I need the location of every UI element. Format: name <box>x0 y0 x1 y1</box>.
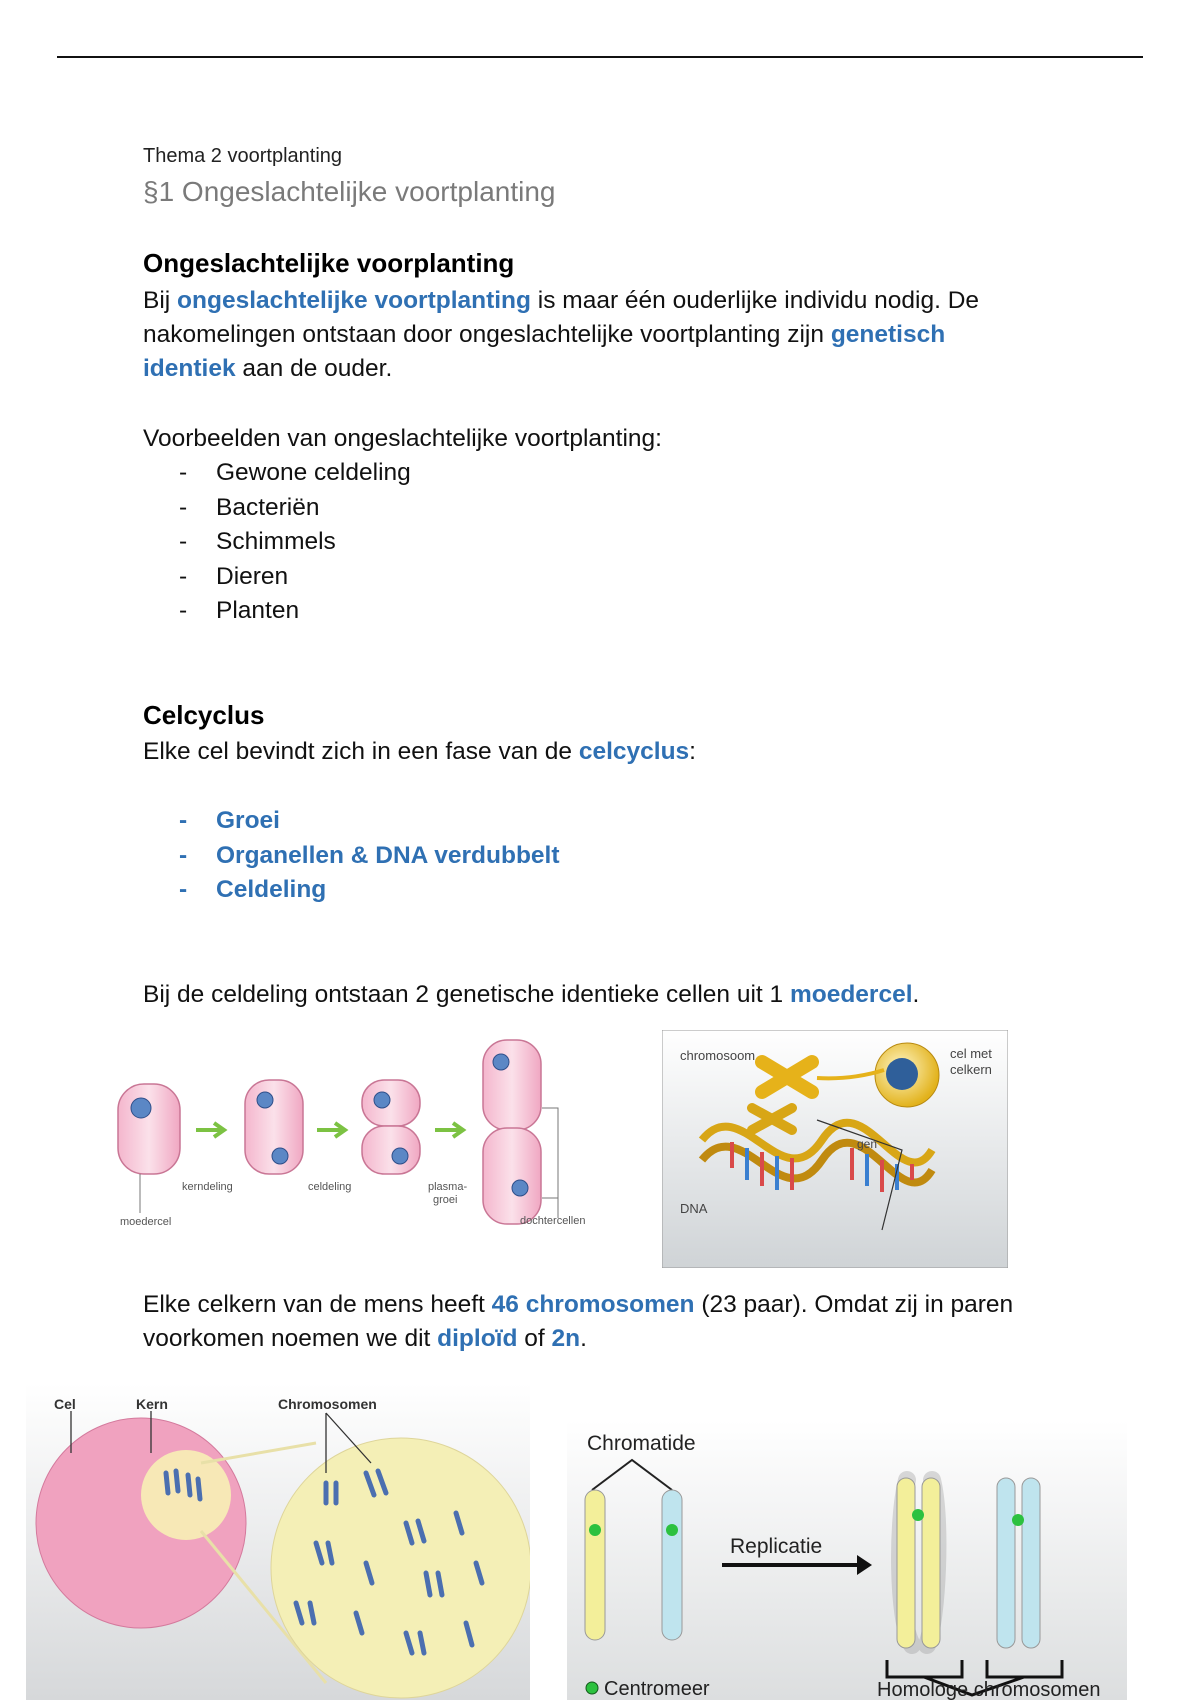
cell-label: celkern <box>950 1062 992 1077</box>
highlight-term: genetisch identiek <box>143 321 946 382</box>
chromosome-text <box>143 1288 1063 1356</box>
centromere-dot <box>666 1524 678 1536</box>
chromatid-label: Chromatide <box>587 1432 696 1455</box>
arrow-icon <box>196 1123 224 1137</box>
daughter-cell <box>483 1128 541 1224</box>
arrow-icon <box>435 1123 463 1137</box>
step-label: plasma- <box>428 1181 468 1193</box>
cell-nucleus-figure <box>26 1383 530 1700</box>
examples-intro: Voorbeelden van ongeslachtelijke voortplanting: <box>143 425 662 452</box>
highlight-term: ongeslachtelijke voortplanting <box>177 287 531 314</box>
list-item: - Bacteriën <box>143 491 411 526</box>
list-item: - Planten <box>143 594 411 629</box>
cycle-phases-list <box>143 804 560 908</box>
nucleus-zoom <box>271 1438 530 1698</box>
nucleus <box>392 1148 408 1164</box>
figure-background <box>567 1420 1127 1700</box>
nucleus-icon <box>886 1058 918 1090</box>
replication-label: Replicatie <box>730 1535 823 1558</box>
chromosome-dna-figure <box>662 1030 1008 1268</box>
text-run: . <box>912 981 920 1008</box>
daughter-cell <box>483 1040 541 1130</box>
text-run: (23 paar). Omdat zij in paren voorkomen noemen we dit <box>143 1291 1014 1352</box>
nucleus <box>512 1180 528 1196</box>
chromosomes-label: Chromosomen <box>278 1396 377 1412</box>
list-item: - Dieren <box>143 560 411 595</box>
nucleus <box>272 1148 288 1164</box>
nucleus-label: Kern <box>136 1396 168 1412</box>
cycle-intro <box>143 735 696 769</box>
text-run: Elke celkern van de mens heeft <box>143 1291 492 1318</box>
division-text <box>143 978 1063 1012</box>
daughters-label: dochtercellen <box>520 1215 586 1227</box>
nucleus <box>257 1092 273 1108</box>
cell-label: Cel <box>54 1396 76 1412</box>
theme-title: Thema 2 voortplanting <box>143 145 343 167</box>
centromere-dot <box>1012 1514 1024 1526</box>
asexual-paragraph <box>143 284 1043 386</box>
cell-label: cel met <box>950 1046 992 1061</box>
chromosome-label: chromosoom <box>680 1048 756 1063</box>
replicated-chromosome <box>997 1478 1015 1648</box>
nucleus-icon <box>141 1450 231 1540</box>
text-run: of <box>517 1325 552 1352</box>
cycle-heading: Celcyclus <box>143 700 265 730</box>
dividing-cell <box>362 1126 420 1174</box>
list-item: - Groei <box>143 804 560 839</box>
mother-label: moedercel <box>120 1216 172 1228</box>
step-label: kerndeling <box>182 1181 233 1193</box>
nucleus <box>374 1092 390 1108</box>
replicated-chromosome <box>1022 1478 1040 1648</box>
highlight-term: diploïd <box>437 1325 518 1352</box>
step-label: celdeling <box>308 1181 352 1193</box>
centromere-legend-icon <box>586 1682 598 1694</box>
asexual-heading: Ongeslachtelijke voorplanting <box>143 248 515 278</box>
text-run: . <box>580 1325 587 1352</box>
text-run: Bij de celdeling ontstaan 2 genetische identieke cellen uit 1 <box>143 981 790 1008</box>
highlight-term: celcyclus <box>578 738 690 765</box>
chromatid <box>585 1490 605 1640</box>
examples-list <box>143 456 411 629</box>
dividing-cell <box>362 1080 420 1126</box>
replicated-chromosome <box>922 1478 940 1648</box>
text-run: Bij <box>143 287 178 314</box>
list-item: - Schimmels <box>143 525 411 560</box>
list-item: - Gewone celdeling <box>143 456 411 491</box>
cell-division-figure <box>110 1028 610 1238</box>
list-item: - Organellen & DNA verdubbelt <box>143 839 560 874</box>
chromatid <box>662 1490 682 1640</box>
dna-label: DNA <box>680 1201 708 1216</box>
highlight-term: 2n <box>551 1325 581 1352</box>
highlight-term: moedercel <box>789 981 913 1008</box>
text-run: Elke cel bevindt zich in een fase van de <box>143 738 579 765</box>
list-item: - Celdeling <box>143 873 560 908</box>
homologous-label: Homologe chromosomen <box>877 1679 1101 1700</box>
replication-figure <box>567 1420 1127 1700</box>
nucleus <box>131 1098 151 1118</box>
arrow-icon <box>317 1123 345 1137</box>
centromere-dot <box>912 1509 924 1521</box>
step-label: groei <box>433 1194 458 1206</box>
highlight-term: 46 chromosomen <box>491 1291 695 1318</box>
mother-cell <box>118 1084 180 1174</box>
text-run: : <box>689 738 696 765</box>
nucleus <box>493 1054 509 1070</box>
centromere-dot <box>589 1524 601 1536</box>
bracket <box>542 1108 558 1218</box>
text-run: aan de ouder. <box>235 355 393 382</box>
gene-label: gen <box>857 1137 878 1151</box>
text-run: is maar één ouderlijke individu nodig. De nakomelingen ontstaan door ongeslachtelijke voortplanting zijn <box>143 287 980 348</box>
section-title: §1 Ongeslachtelijke voortplanting <box>143 176 556 207</box>
centromere-label: Centromeer <box>604 1678 710 1700</box>
header-rule <box>57 56 1143 58</box>
replicated-chromosome <box>897 1478 915 1648</box>
